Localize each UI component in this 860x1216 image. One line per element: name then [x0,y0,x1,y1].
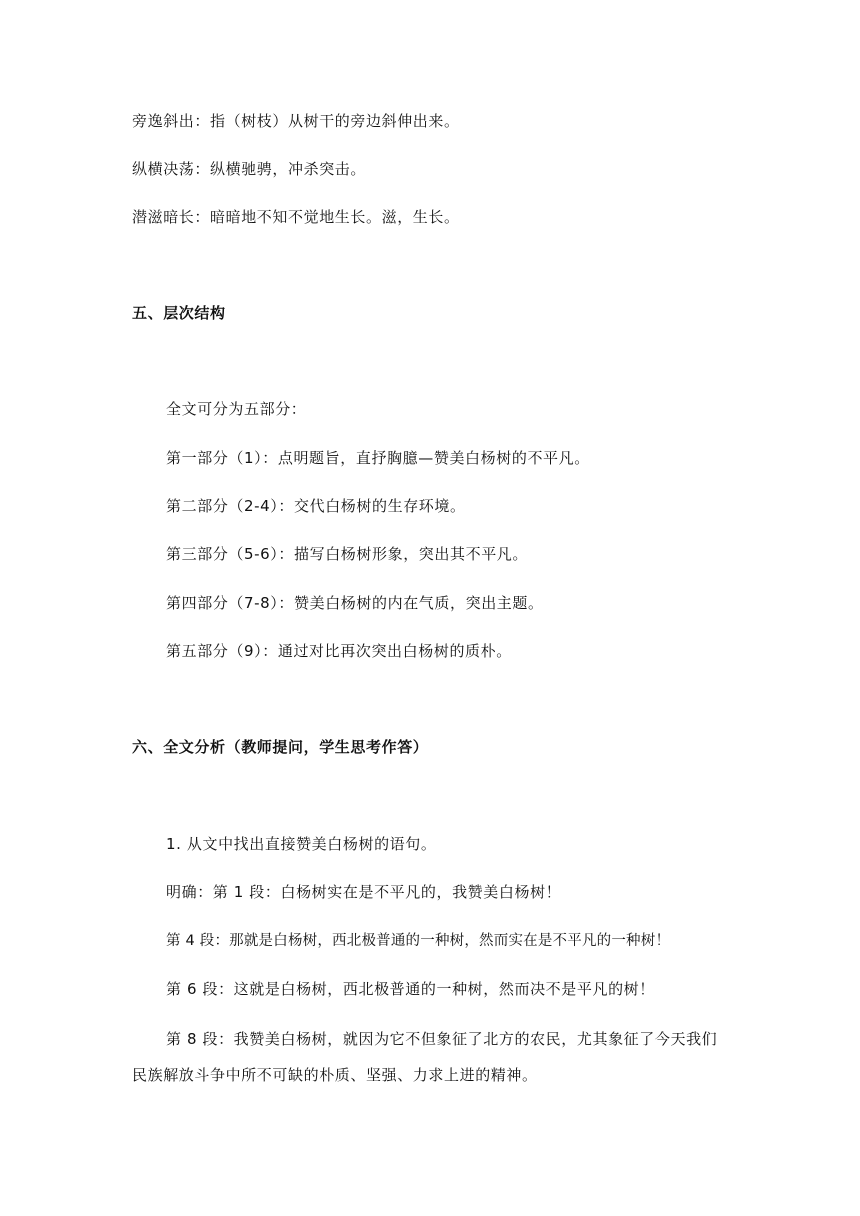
section-6-heading: 六、全文分析（教师提问，学生思考作答） [132,738,429,756]
part-3: 第三部分（5-6）：描写白杨树形象，突出其不平凡。 [166,545,529,563]
answer-para-6: 第 6 段：这就是白杨树，西北极普通的一种树，然而决不是平凡的树！ [166,980,655,998]
answer-para-4: 第 4 段：那就是白杨树，西北极普通的一种树，然而实在是不平凡的一种树！ [166,933,671,949]
part-1: 第一部分（1）：点明题旨，直抒胸臆—赞美白杨树的不平凡。 [166,449,590,467]
question-1: 1. 从文中找出直接赞美白杨树的语句。 [166,835,437,853]
part-5: 第五部分（9）：通过对比再次突出白杨树的质朴。 [166,642,512,660]
vocab-line-1: 旁逸斜出：指（树枝）从树干的旁边斜伸出来。 [132,112,460,130]
part-2: 第二部分（2-4）：交代白杨树的生存环境。 [166,497,466,515]
part-4: 第四部分（7-8）：赞美白杨树的内在气质，突出主题。 [166,594,544,612]
vocab-line-2: 纵横决荡：纵横驰骋，冲杀突击。 [132,160,367,178]
vocab-line-3: 潜滋暗长：暗暗地不知不觉地生长。滋，生长。 [132,208,460,226]
answer-intro: 明确：第 1 段：白杨树实在是不平凡的，我赞美白杨树！ [166,883,562,901]
answer-para-8: 第 8 段：我赞美白杨树，就因为它不但象征了北方的农民，尤其象征了今天我们民族解放斗争中所不可缺的朴质、坚强、力求上进的精神。 [132,1030,718,1084]
section-5-heading: 五、层次结构 [132,304,226,322]
section-5-intro: 全文可分为五部分： [166,400,307,418]
